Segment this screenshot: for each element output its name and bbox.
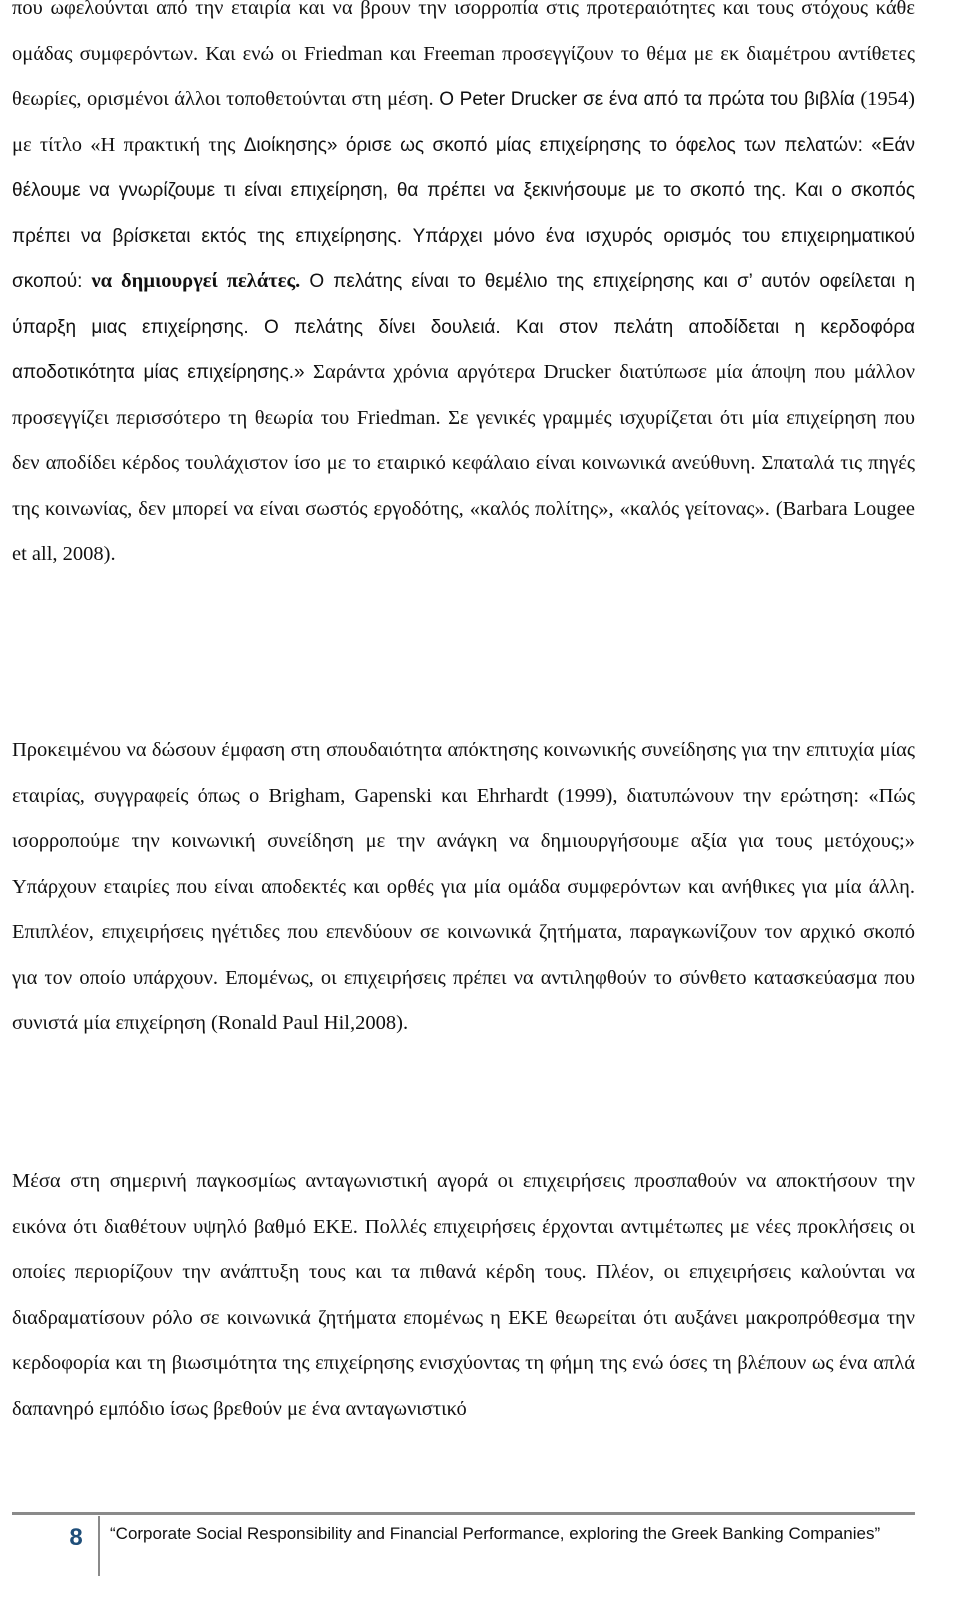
paragraph-2: Προκειμένου να δώσουν έμφαση στη σπουδαιότητα απόκτησης κοινωνικής συνείδησης για την επιτυχία μίας εταιρίας, συγγραφείς όπως ο Brigham, Gapenski και Ehrhardt (1999), διατυπώνουν την ερώτηση: «Πώς ισορροπούμε την κοινωνική συνείδηση με την ανάγκη να δημιουργήσουμε αξία για τους μετόχους;» Υπάρχουν εταιρίες που είναι αποδεκτές και ορθές για μία ομάδα συμφερόντων και ανήθικες για μία άλλη. Επιπλέον, επιχειρήσεις ηγέτιδες που επενδύουν σε κοινωνικά ζητήματα, παραγκωνίζουν τον αρχικό σκοπό για τον οποίο υπάρχουν. Επομένως, οι επιχειρήσεις πρέπει να αντιληφθούν το σύνθετο κατασκεύασμα που συνιστά μία επιχείρηση (Ronald Paul Hil,2008). <box>12 739 915 1034</box>
footer-title: “Corporate Social Responsibility and Financial Performance, exploring the Greek Banking Companies” <box>110 1524 881 1543</box>
paragraph-1-text-a: που ωφελούνται από την εταιρία και να βρουν την ισορροπία στις προτεραιότητες και τους στόχους κάθε ομάδας συμφερόντων. Και ενώ οι Friedman και Freeman προσεγγίζουν το θέμα με εκ διαμέτρου αντίθετες θεωρίες, ορισμένοι άλλοι τοποθετούνται στη μέση. <box>12 0 915 110</box>
footer-divider <box>12 1512 915 1515</box>
footer-separator <box>98 1516 100 1576</box>
paragraph-1-text-b: Ο Peter Drucker σε ένα από τα πρώτα του βιβλία <box>439 89 855 110</box>
paragraph-1-text-d: Διοίκησης» όρισε ως σκοπό μίας επιχείρησης το όφελος των πελατών: «Εάν θέλουμε να γνωρίζουμε τι είναι επιχείρηση, θα πρέπει να ξεκινήσουμε με το σκοπό της. Και ο σκοπός πρέπει να βρίσκεται εκτός της επιχείρησης. Υπάρχει μόνο ένα ισχυρός ορισμός του επιχειρηματικού σκοπού: <box>12 134 915 292</box>
paragraph-1-text-f: Ο πελάτης είναι το θεμέλιο της επιχείρησης και σ’ αυτόν οφείλεται η ύπαρξη μιας επιχείρησης. Ο πελάτης δίνει δουλειά. Και στον πελάτη αποδίδεται η κερδοφόρα αποδοτικότητα μίας επιχείρησης.» <box>12 271 916 383</box>
paragraph-1-citation: (Barbara Lougee et all, 2008). <box>12 497 916 565</box>
paragraph-1 <box>12 0 915 578</box>
paragraph-1-text-c: (1954) με τίτλο «Η πρακτική της <box>12 88 915 156</box>
paragraph-1-text-g: Σαράντα χρόνια αργότερα Drucker διατύπωσε μία άποψη που μάλλον προσεγγίζει περισσότερο τη θεωρία του Friedman. <box>12 361 915 429</box>
page-number: 8 <box>69 1524 83 1551</box>
paragraph-1-emphasis: να δημιουργεί πελάτες. <box>91 270 301 292</box>
paragraph-3: Μέσα στη σημερινή παγκοσμίως ανταγωνιστική αγορά οι επιχειρήσεις προσπαθούν να αποκτήσουν την εικόνα ότι διαθέτουν υψηλό βαθμό ΕΚΕ. Πολλές επιχειρήσεις έρχονται αντιμέτωπες με νέες προκλήσεις οι οποίες περιορίζουν την ανάπτυξη τους και τα πιθανά κέρδη τους. Πλέον, οι επιχειρήσεις καλούνται να διαδραματίσουν ρόλο σε κοινωνικά ζητήματα επομένως η ΕΚΕ θεωρείται ότι αυξάνει μακροπρόθεσμα την κερδοφορία και τη βιωσιμότητα της επιχείρησης ενισχύοντας τη φήμη της ενώ όσες τη βλέπουν ως ένα απλά δαπανηρό εμπόδιο ίσως βρεθούν με ένα ανταγωνιστικό <box>12 1170 915 1420</box>
paragraph-1-text-h: Σε γενικές γραμμές ισχυρίζεται ότι μία επιχείρηση που δεν αποδίδει κέρδος τουλάχιστον ίσο με το εταιρικό κεφάλαιο είναι κοινωνικά ανεύθυνη. Σπαταλά τις πηγές της κοινωνίας, δεν μπορεί να είναι σωστός εργοδότης, «καλός πολίτης», «καλός γείτονας». <box>12 406 915 520</box>
